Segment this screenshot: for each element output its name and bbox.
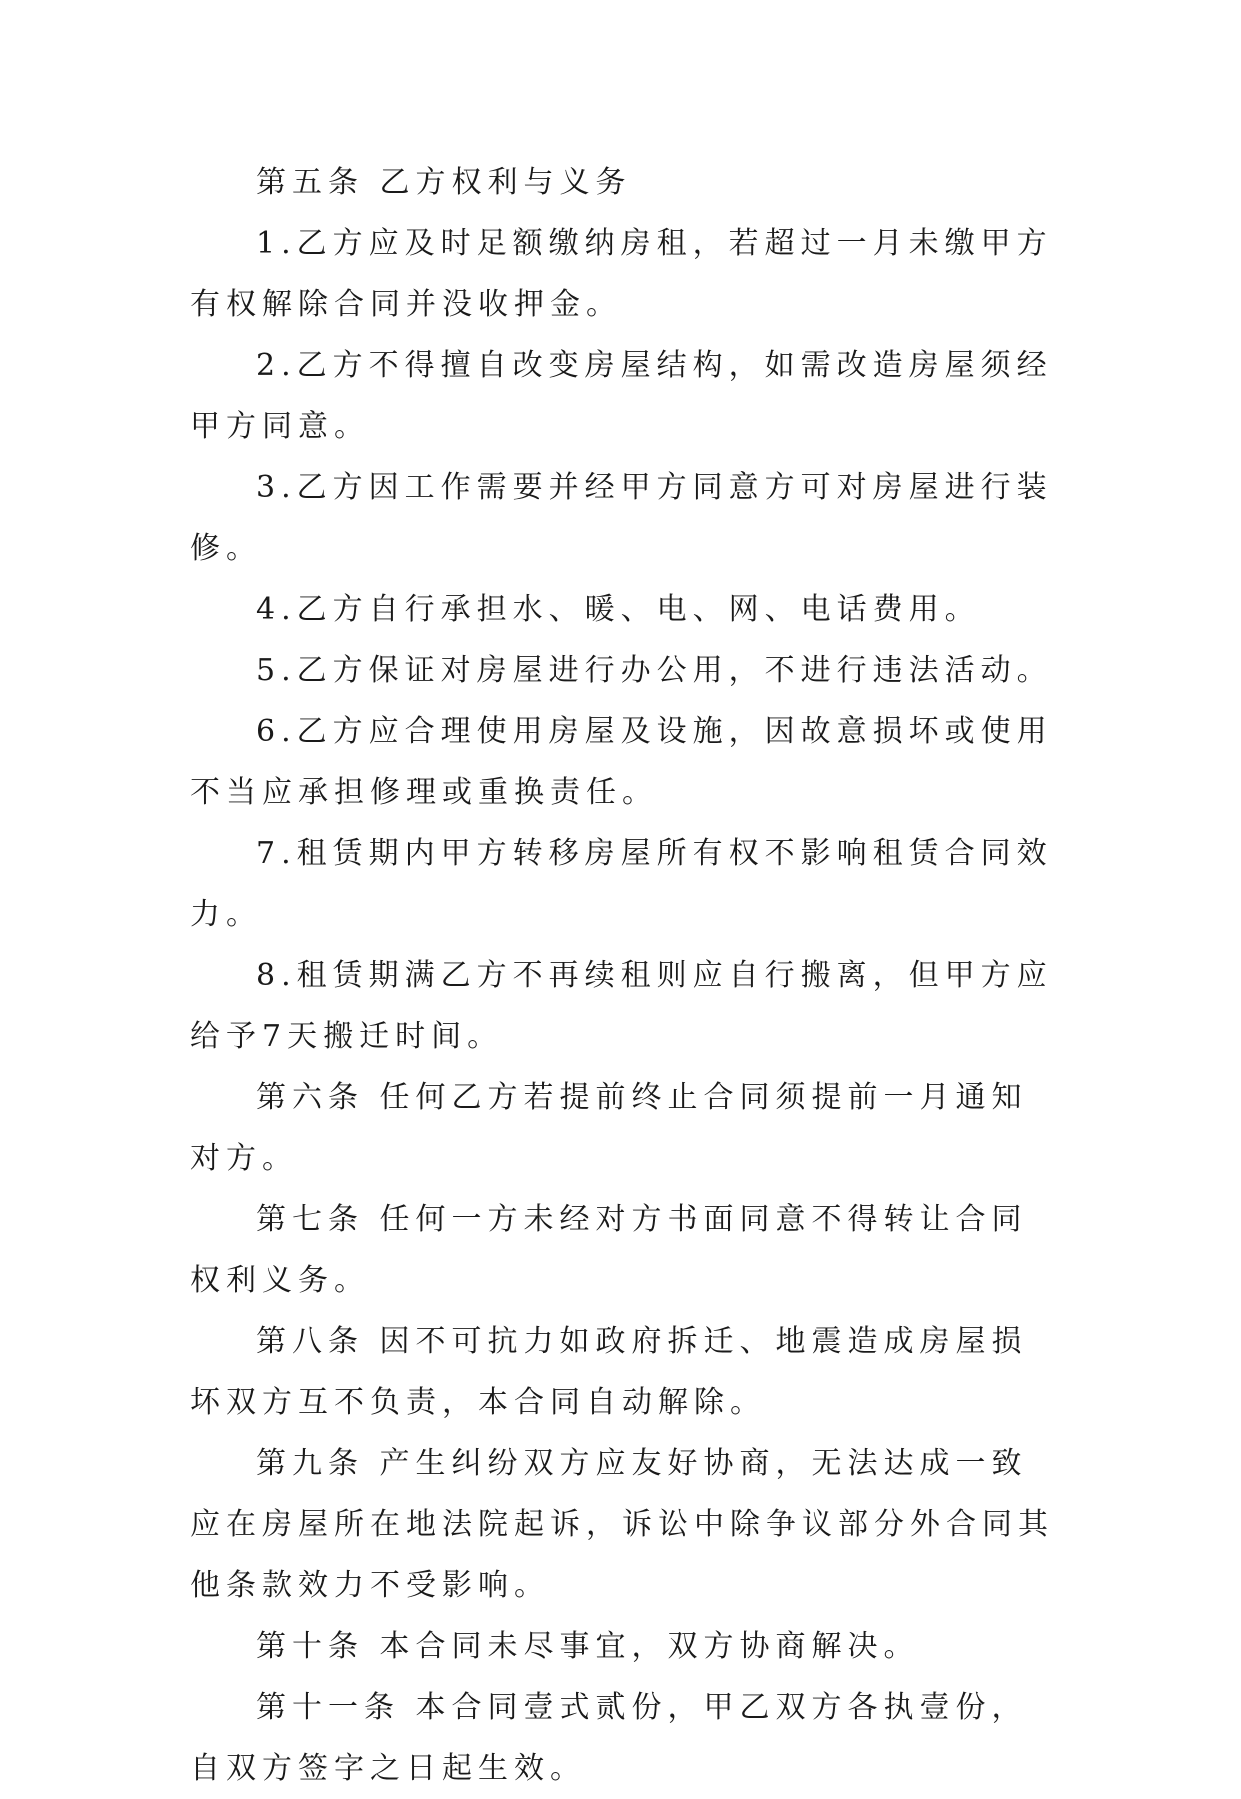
article-7: 第七条 任何一方未经对方书面同意不得转让合同权利义务。 xyxy=(190,1202,1028,1298)
article-5-item-3: 3.乙方因工作需要并经甲方同意方可对房屋进行装修。 xyxy=(190,470,1053,566)
article-5-item-2: 2.乙方不得擅自改变房屋结构，如需改造房屋须经甲方同意。 xyxy=(190,348,1053,444)
article-5-heading: 第五条 乙方权利与义务 xyxy=(256,165,632,200)
article-11: 第十一条 本合同壹式贰份，甲乙双方各执壹份，自双方签字之日起生效。 xyxy=(190,1690,1028,1786)
article-5-item-6: 6.乙方应合理使用房屋及设施，因故意损坏或使用不当应承担修理或重换责任。 xyxy=(190,714,1053,810)
article-5-item-8: 8.租赁期满乙方不再续租则应自行搬离，但甲方应给予7天搬迁时间。 xyxy=(190,958,1053,1054)
article-10: 第十条 本合同未尽事宜，双方协商解决。 xyxy=(256,1629,920,1664)
article-5-item-5: 5.乙方保证对房屋进行办公用，不进行违法活动。 xyxy=(256,653,1053,688)
contract-body xyxy=(190,152,1060,1799)
article-5-item-1: 1.乙方应及时足额缴纳房租，若超过一月未缴甲方有权解除合同并没收押金。 xyxy=(190,226,1053,322)
article-5-item-4: 4.乙方自行承担水、暖、电、网、电话费用。 xyxy=(256,592,981,627)
article-8: 第八条 因不可抗力如政府拆迁、地震造成房屋损坏双方互不负责，本合同自动解除。 xyxy=(190,1324,1028,1420)
article-9: 第九条 产生纠纷双方应友好协商，无法达成一致应在房屋所在地法院起诉，诉讼中除争议部分外合同其他条款效力不受影响。 xyxy=(190,1446,1054,1603)
article-5-item-7: 7.租赁期内甲方转移房屋所有权不影响租赁合同效力。 xyxy=(190,836,1053,932)
article-6: 第六条 任何乙方若提前终止合同须提前一月通知对方。 xyxy=(190,1080,1028,1176)
